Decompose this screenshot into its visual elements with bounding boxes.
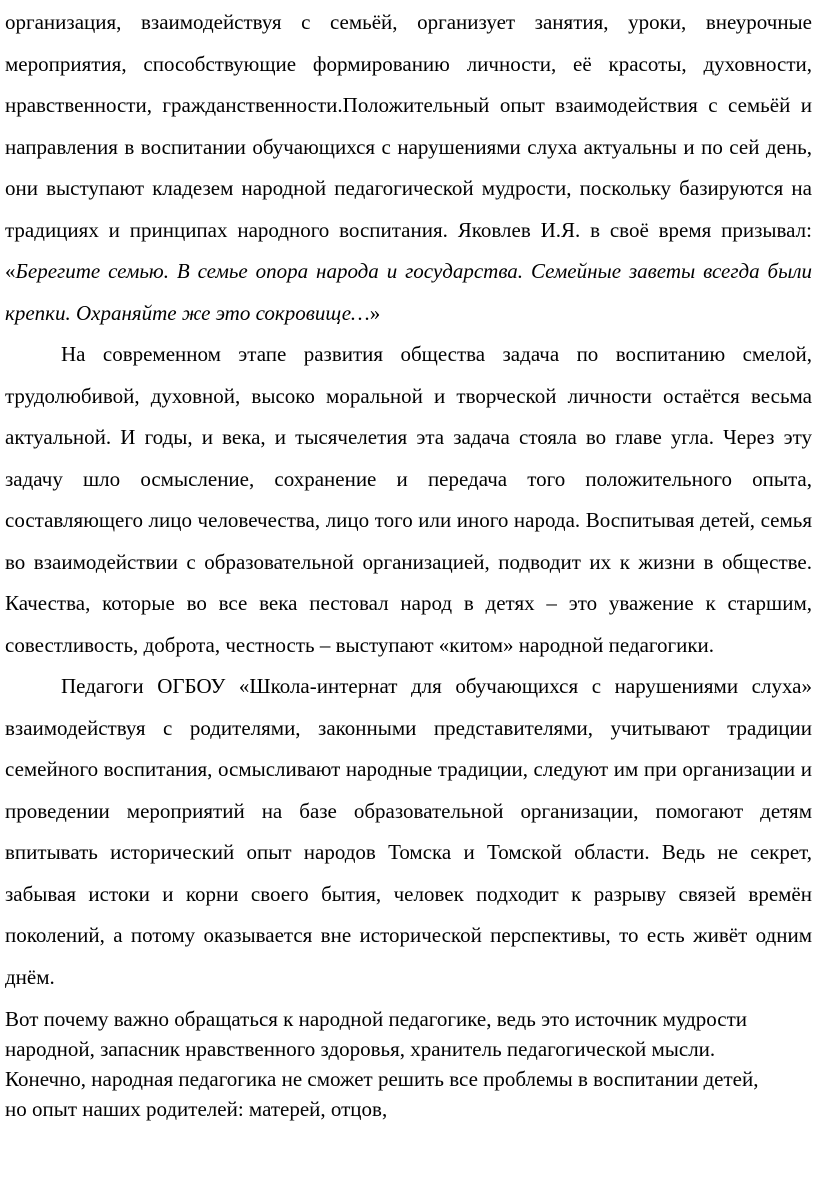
quote-close: » — [369, 300, 381, 325]
paragraph-folk-pedagogy: Вот почему важно обращаться к народной педагогике, ведь это источник мудрости народной, запасник нравственного здоровья, хранитель педагогической мысли. Конечно, народная педагогика не сможет решить все проблемы в воспитании детей, но опыт наших родителей: матерей, отцов, — [5, 1007, 759, 1121]
paragraph-teachers: Педагоги ОГБОУ «Школа-интернат для обучающихся с нарушениями слуха» взаимодействуя с родителями, законными представителями, учитывают традиции семейного воспитания, осмысливают народные традиции, следуют им при организации и проведении мероприятий на базе образовательной организации, помогают детям впитывать исторический опыт народов Томска и Томской области. Ведь не секрет, забывая истоки и корни своего бытия, человек подходит к разрыву связей времён поколений, а потому оказывается вне исторической перспективы, то есть живёт одним днём. — [5, 674, 812, 989]
quote-italic: Берегите семью. В семье опора народа и государства. Семейные заветы всегда были крепки. Охраняйте же это сокровище… — [5, 259, 812, 325]
paragraph-continuation — [5, 2, 812, 334]
paragraph-modern-stage: На современном этапе развития общества задача по воспитанию смелой, трудолюбивой, духовной, высоко моральной и творческой личности остаётся весьма актуальной. И годы, и века, и тысячелетия эта задача стояла во главе угла. Через эту задачу шло осмысление, сохранение и передача того положительного опыта, составляющего лицо человечества, лицо того или иного народа. Воспитывая детей, семья во взаимодействии с образовательной организацией, подводит их к жизни в обществе. Качества, которые во все века пестовал народ в детях – это уважение к старшим, совестливость, доброта, честность – выступают «китом» народной педагогики. — [5, 342, 812, 657]
paragraph-text: организация, взаимодействуя с семьёй, организует занятия, уроки, внеурочные мероприятия, способствующие формированию личности, её красоты, духовности, нравственности, гражданственности.Положительный опыт взаимодействия с семьёй и направления в воспитании обучающихся с нарушениями слуха актуальны и по сей день, они выступают кладезем народной педагогической мудрости, поскольку базируются на традициях и принципах народного воспитания. Яковлев И.Я. в своё время призывал: « — [5, 10, 812, 283]
